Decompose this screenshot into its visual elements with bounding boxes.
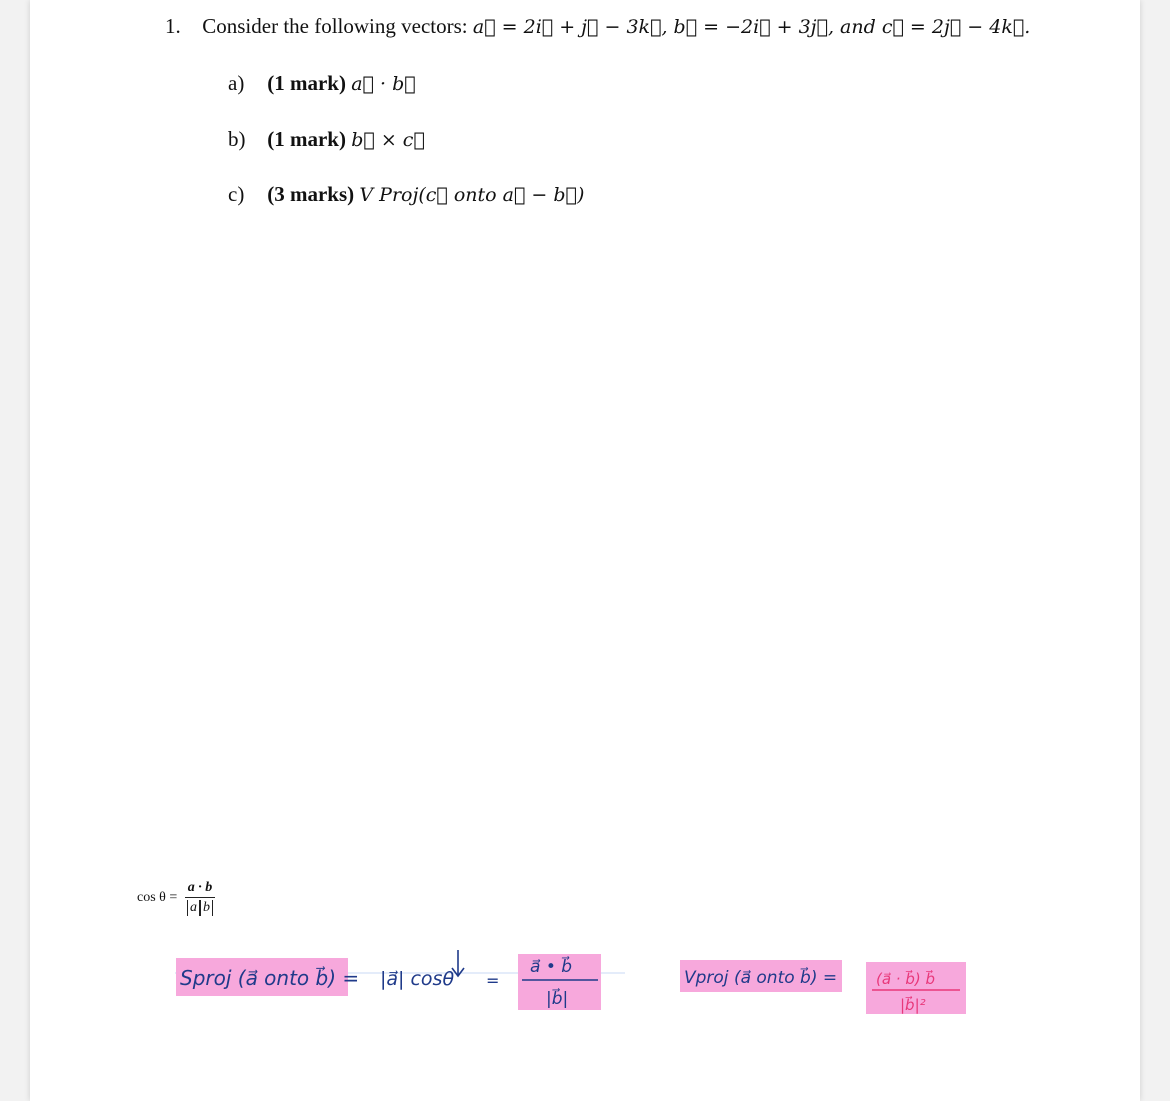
equals-sign: = bbox=[486, 971, 500, 990]
sproj-denominator: |b⃗| bbox=[546, 989, 569, 1009]
vproj-numerator: (a⃗ · b⃗) b⃗ bbox=[876, 970, 936, 988]
vector-definitions: a⃗ = 2i⃗ + j⃗ − 3k⃗, b⃗ = −2i⃗ + 3j⃗, and c⃗ = 2j⃗ − 4k⃗. bbox=[472, 16, 1031, 38]
sproj-middle: |a⃗| cosθ bbox=[380, 968, 455, 990]
part-a-marks: (1 mark) bbox=[267, 71, 346, 95]
magnitude-b: b bbox=[200, 900, 213, 916]
part-c bbox=[228, 182, 584, 207]
magnitude-a: a bbox=[187, 900, 200, 916]
part-c-expression: V Proj(c⃗ onto a⃗ − b⃗) bbox=[359, 184, 585, 206]
part-a bbox=[228, 71, 416, 96]
part-b-expression: b⃗ × c⃗ bbox=[351, 129, 425, 151]
vproj-denominator: |b⃗|² bbox=[900, 996, 926, 1014]
part-b-marks: (1 mark) bbox=[267, 127, 346, 151]
handwritten-notes bbox=[0, 940, 1170, 1020]
cosine-fraction bbox=[185, 880, 216, 916]
cosine-denominator bbox=[185, 898, 216, 916]
cosine-numerator: a · b bbox=[185, 880, 216, 898]
question-intro: Consider the following vectors: bbox=[202, 14, 473, 38]
cosine-formula bbox=[137, 880, 215, 916]
part-b-label: b) bbox=[228, 127, 246, 151]
part-c-marks: (3 marks) bbox=[267, 182, 355, 206]
document-page bbox=[30, 0, 1140, 1101]
part-a-expression: a⃗ · b⃗ bbox=[351, 73, 416, 95]
part-c-label: c) bbox=[228, 182, 245, 206]
part-a-label: a) bbox=[228, 71, 245, 95]
sproj-lhs: Sproj (a⃗ onto b⃗) = bbox=[180, 966, 360, 990]
part-b bbox=[228, 127, 425, 152]
sproj-numerator: a⃗ • b⃗ bbox=[530, 957, 573, 977]
vproj-lhs: Vproj (a⃗ onto b⃗) = bbox=[684, 968, 838, 988]
cosine-lhs: cos θ = bbox=[137, 890, 178, 906]
question-1 bbox=[165, 14, 1030, 39]
question-number: 1. bbox=[165, 14, 181, 38]
